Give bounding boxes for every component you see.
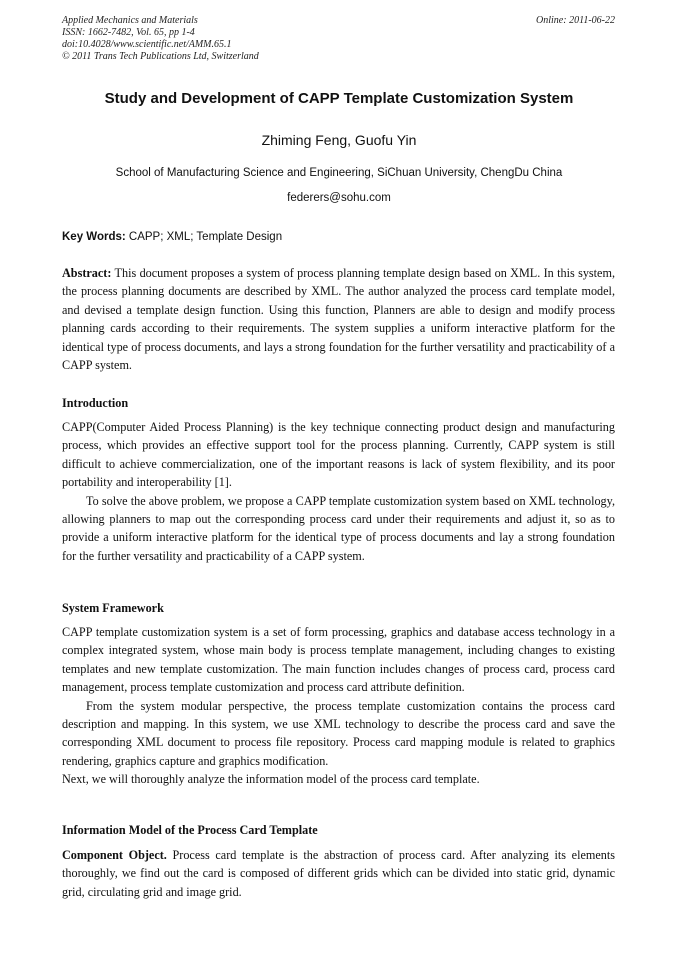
- keywords: [62, 231, 615, 243]
- online-date: Online: 2011-06-22: [536, 15, 615, 26]
- keywords-text: CAPP; XML; Template Design: [125, 231, 283, 243]
- introduction-paragraph-2: To solve the above problem, we propose a CAPP template customization system based on XML technology, allowing planners to map out the corresponding process card under their requirements and adjust it, so as to provide a uniform interactive platform for the identical type of process documents and lay a strong foundation for the further versatility and practicability of a CAPP system.: [62, 493, 615, 563]
- information-model-body: [62, 846, 615, 901]
- abstract: [62, 264, 615, 374]
- author-email: federers@sohu.com: [287, 192, 391, 204]
- abstract-label: Abstract:: [62, 266, 112, 280]
- system-framework-paragraph-1: CAPP template customization system is a set of form processing, graphics and database access technology in a complex integrated system, whose main body is process template management, including changes to existing templates and new template customization. The main function includes changes of process card, process card management, process template customization and process card attribute definition.: [62, 625, 615, 695]
- section-heading-system-framework: System Framework: [62, 601, 164, 615]
- section-heading-introduction: Introduction: [62, 396, 129, 410]
- journal-header: [62, 15, 615, 63]
- keywords-label: Key Words:: [62, 231, 126, 243]
- system-framework-paragraph-2: From the system modular perspective, the process template customization contains the process card description and mapping. In this system, we use XML technology to describe the process card and save the corresponding XML document to process file repository. Process card mapping module is related to graphics rendering, graphics capture and graphics modification.: [62, 698, 615, 768]
- journal-name: Applied Mechanics and Materials: [62, 15, 198, 26]
- component-object-text: Process card template is the abstraction of process card. After analyzing its elements thoroughly, we find out the card is composed of different grids which can be divided into static grid, dynamic grid, circulating grid and image grid.: [62, 848, 615, 899]
- paper-title: Study and Development of CAPP Template Customization System: [104, 90, 574, 107]
- introduction-body: [62, 418, 615, 565]
- component-object-label: Component Object.: [62, 848, 167, 862]
- abstract-text: This document proposes a system of process planning template design based on XML. In this system, the process planning documents are described by XML. The author analyzed the process card template model, and devised a template design function. Using this function, Planners are able to design and modify process planning cards according to their requirements. The system supplies a uniform interactive platform for the identical type of process documents, and lays a strong foundation for the further versatility and practicability of a CAPP system.: [62, 266, 615, 373]
- doi-line: doi:10.4028/www.scientific.net/AMM.65.1: [62, 39, 232, 50]
- system-framework-paragraph-3: Next, we will thoroughly analyze the information model of the process card template.: [62, 772, 480, 787]
- author-list: Zhiming Feng, Guofu Yin: [261, 132, 417, 148]
- copyright-line: © 2011 Trans Tech Publications Ltd, Switzerland: [62, 51, 259, 62]
- issn-line: ISSN: 1662-7482, Vol. 65, pp 1-4: [62, 27, 195, 38]
- introduction-paragraph-1: CAPP(Computer Aided Process Planning) is the key technique connecting product design and manufacturing process, which provides an effective support tool for the process planning. Currently, CAPP system is still difficult to achieve commercialization, one of the important reasons is lack of system flexibility, and its poor portability and interoperability [1].: [62, 420, 615, 490]
- system-framework-body: [62, 623, 615, 789]
- section-heading-information-model: Information Model of the Process Card Template: [62, 823, 318, 837]
- affiliation: School of Manufacturing Science and Engineering, SiChuan University, ChengDu China: [115, 167, 563, 179]
